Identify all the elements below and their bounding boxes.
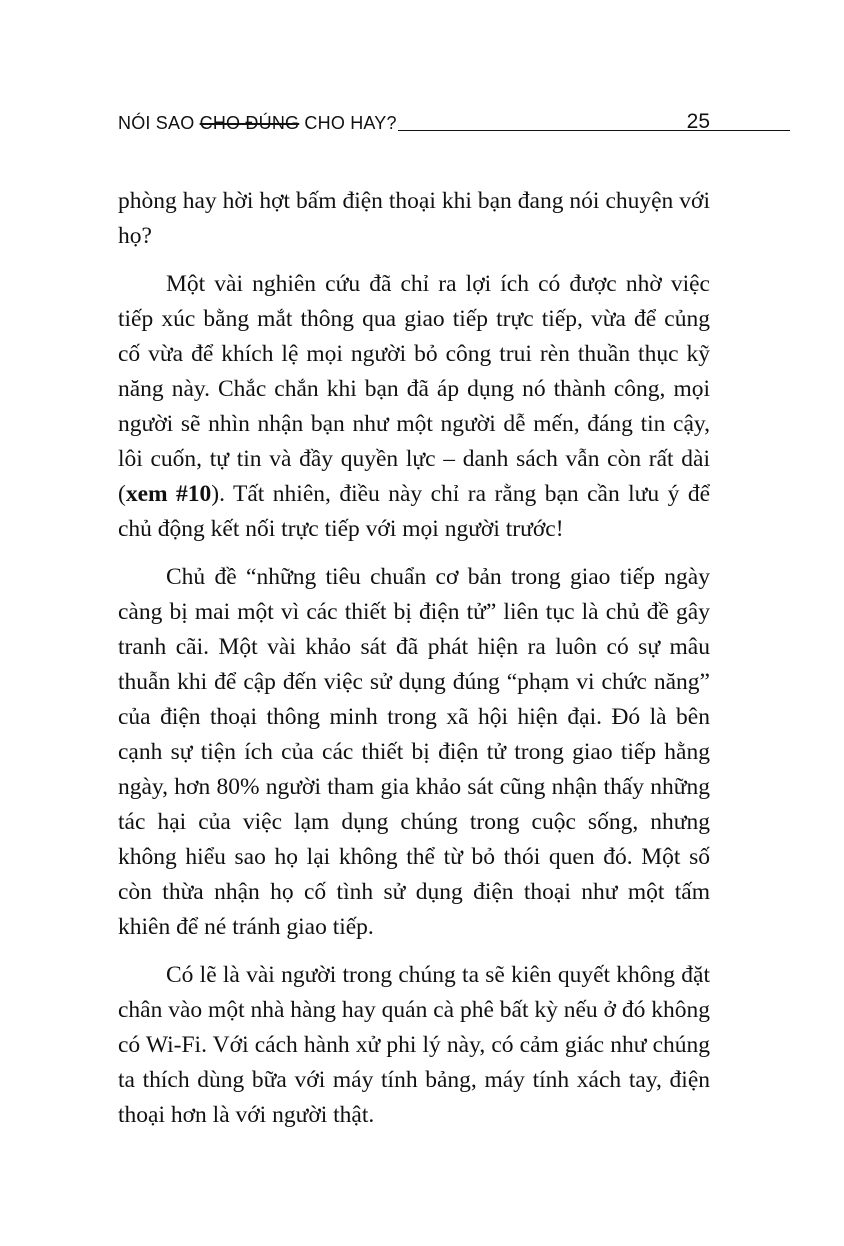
header-rule [398, 130, 790, 131]
header-title [118, 113, 397, 134]
page-number: 25 [686, 110, 710, 133]
paragraph-devices-debate: Chủ đề “những tiêu chuẩn cơ bản trong giao tiếp ngày càng bị mai một vì các thiết bị điện tử” liên tục là chủ đề gây tranh cãi. Một vài khảo sát đã phát hiện ra luôn có sự mâu thuẫn khi để cập đến việc sử dụng đúng “phạm vi chức năng” của điện thoại thông minh trong xã hội hiện đại. Đó là bên cạnh sự tiện ích của các thiết bị điện tử trong giao tiếp hằng ngày, hơn 80% người tham gia khảo sát cũng nhận thấy những tác hại của việc lạm dụng chúng trong cuộc sống, nhưng không hiểu sao họ lại không thể từ bỏ thói quen đó. Một số còn thừa nhận họ cố tình sử dụng điện thoại như một tấm khiên để né tránh giao tiếp. [118, 564, 710, 940]
body-text [118, 184, 710, 1133]
header-title-prefix: NÓI SAO [118, 113, 200, 133]
paragraph-eye-contact [118, 267, 710, 547]
running-header [118, 110, 710, 138]
header-title-struck: CHO ĐÚNG [199, 113, 300, 133]
paragraph-wifi: Có lẽ là vài người trong chúng ta sẽ kiên quyết không đặt chân vào một nhà hàng hay quán cà phê bất kỳ nếu ở đó không có Wi-Fi. Với cách hành xử phi lý này, có cảm giác như chúng ta thích dùng bữa với máy tính bảng, máy tính xách tay, điện thoại hơn là với người thật. [118, 962, 710, 1128]
paragraph-eye-contact-text-2: ). Tất nhiên, điều này chỉ ra rằng bạn cần lưu ý để chủ động kết nối trực tiếp với mọi người trước! [118, 481, 710, 542]
paragraph-continuation: phòng hay hời hợt bấm điện thoại khi bạn đang nói chuyện với họ? [118, 188, 710, 249]
header-title-suffix: CHO HAY? [299, 113, 397, 133]
cross-reference: xem #10 [125, 481, 212, 507]
paragraph-eye-contact-text-1: Một vài nghiên cứu đã chỉ ra lợi ích có được nhờ việc tiếp xúc bằng mắt thông qua giao tiếp trực tiếp, vừa để củng cố vừa để khích lệ mọi người bỏ công trui rèn thuần thục kỹ năng này. Chắc chắn khi bạn đã áp dụng nó thành công, mọi người sẽ nhìn nhận bạn như một người dễ mến, đáng tin cậy, lôi cuốn, tự tin và đầy quyền lực – danh sách vẫn còn rất dài ( [118, 271, 710, 507]
